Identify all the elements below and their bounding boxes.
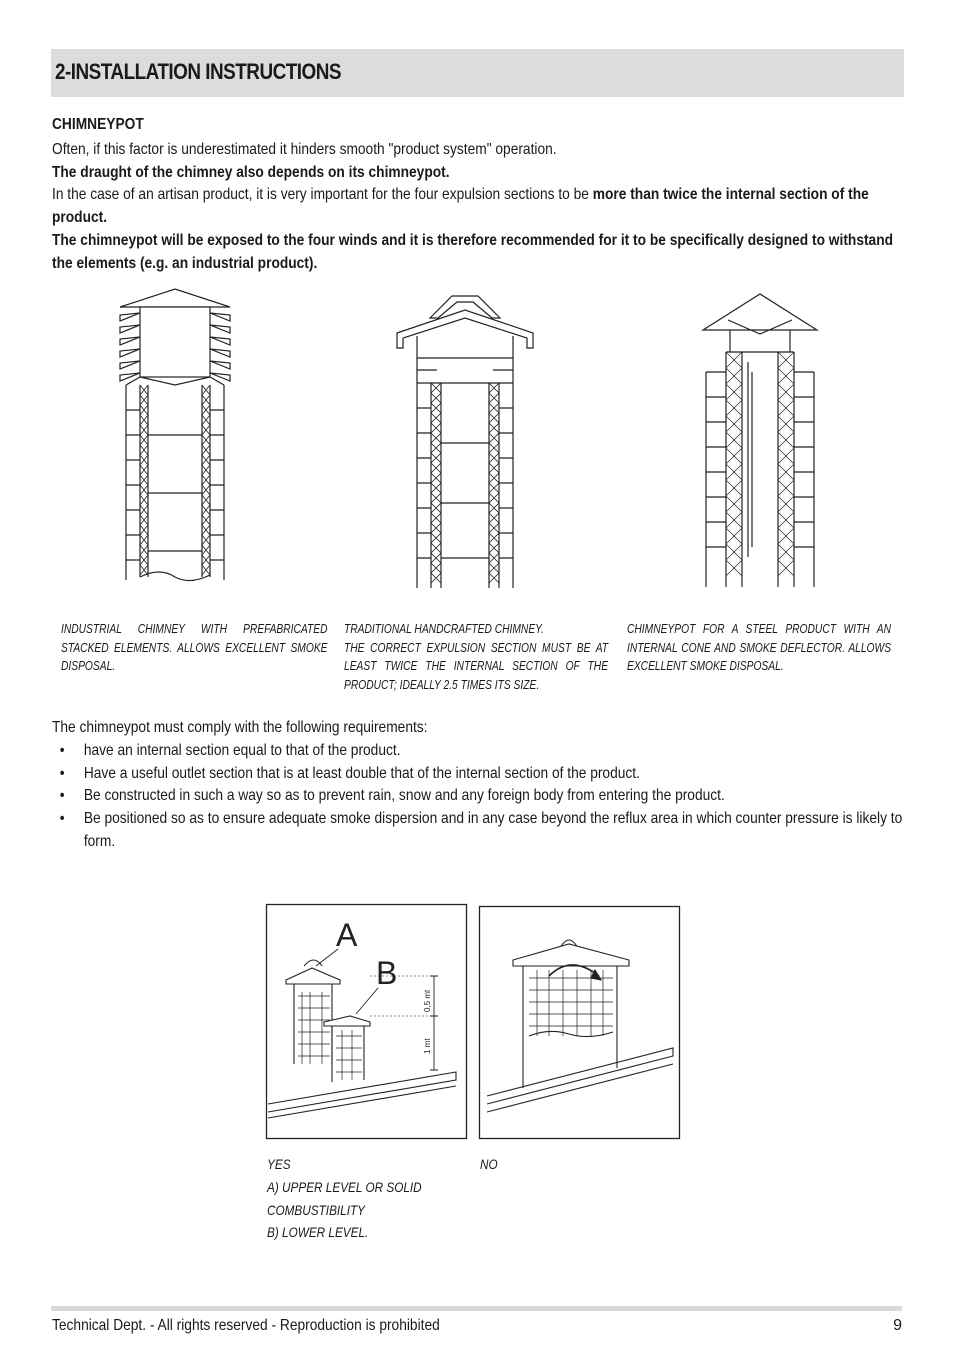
caption-traditional-group (344, 620, 608, 694)
page-title: 2-INSTALLATION INSTRUCTIONS (55, 59, 341, 84)
requirement-item: • Be constructed in such a way so as to prevent rain, snow and any foreign body from entering the product. (52, 785, 903, 808)
caption-traditional-body: THE CORRECT EXPULSION SECTION MUST BE AT LEAST TWICE THE INTERNAL SECTION OF THE PRODUCT; IDEALLY 2.5 TIMES ITS SIZE. (344, 640, 609, 692)
bullet-marker: • (59, 810, 65, 828)
dimension-lower: 1 mt (423, 1038, 432, 1054)
bullet-marker: • (59, 787, 65, 805)
industrial-chimney-illustration (110, 285, 240, 585)
caption-steel: CHIMNEYPOT FOR A STEEL PRODUCT WITH AN INTERNAL CONE AND SMOKE DEFLECTOR. ALLOWS EXCELLENT SMOKE DISPOSAL. (627, 622, 892, 673)
bullet-marker: • (59, 742, 65, 759)
dimension-upper: 0,5 mt (423, 989, 432, 1012)
artisan-paragraph (52, 183, 903, 229)
footer-text: Technical Dept. - All rights reserved - Reproduction is prohibited (52, 1317, 440, 1334)
requirements-list (52, 740, 903, 854)
label-a: A (336, 917, 358, 953)
page-number: 9 (893, 1317, 902, 1334)
steel-chimneypot-illustration (700, 292, 820, 592)
no-placement-figure (479, 906, 680, 1139)
requirement-item: • Have a useful outlet section that is at least double that of the internal section of the product. (52, 763, 903, 786)
traditional-chimney-illustration (395, 288, 535, 588)
section-heading: CHIMNEYPOT (52, 116, 144, 133)
intro-paragraph: Often, if this factor is underestimated it hinders smooth "product system" operation. (52, 141, 557, 158)
section-header-bar (51, 49, 904, 97)
caption-traditional-title: TRADITIONAL HANDCRAFTED CHIMNEY. (344, 622, 544, 636)
draught-statement: The draught of the chimney also depends on its chimneypot. (52, 164, 450, 181)
requirement-item: • Be positioned so as to ensure adequate smoke dispersion and in any case beyond the reflux area in which counter pressure is likely to form. (59, 810, 903, 850)
requirement-item: • have an internal section equal to that of the product. (52, 740, 903, 763)
bullet-marker: • (59, 764, 65, 782)
footer-divider (51, 1306, 902, 1311)
artisan-text: In the case of an artisan product, it is very important for the four expulsion sections to be (52, 186, 593, 203)
requirements-intro: The chimneypot must comply with the following requirements: (52, 719, 428, 736)
yes-placement-figure (266, 904, 467, 1139)
label-b: B (376, 955, 398, 991)
yes-caption: YES A) UPPER LEVEL OR SOLID COMBUSTIBILITY B) LOWER LEVEL. (267, 1156, 422, 1241)
artisan-emphasis: more than twice the internal section of the product. (52, 186, 869, 226)
caption-industrial: INDUSTRIAL CHIMNEY WITH PREFABRICATED STACKED ELEMENTS. ALLOWS EXCELLENT SMOKE DISPOSAL. (61, 622, 328, 673)
winds-paragraph: The chimneypot will be exposed to the four winds and it is therefore recommended for it to be specifically designed to withstand the elements (e.g. an industrial product). (52, 232, 894, 272)
no-caption: NO (480, 1156, 498, 1172)
